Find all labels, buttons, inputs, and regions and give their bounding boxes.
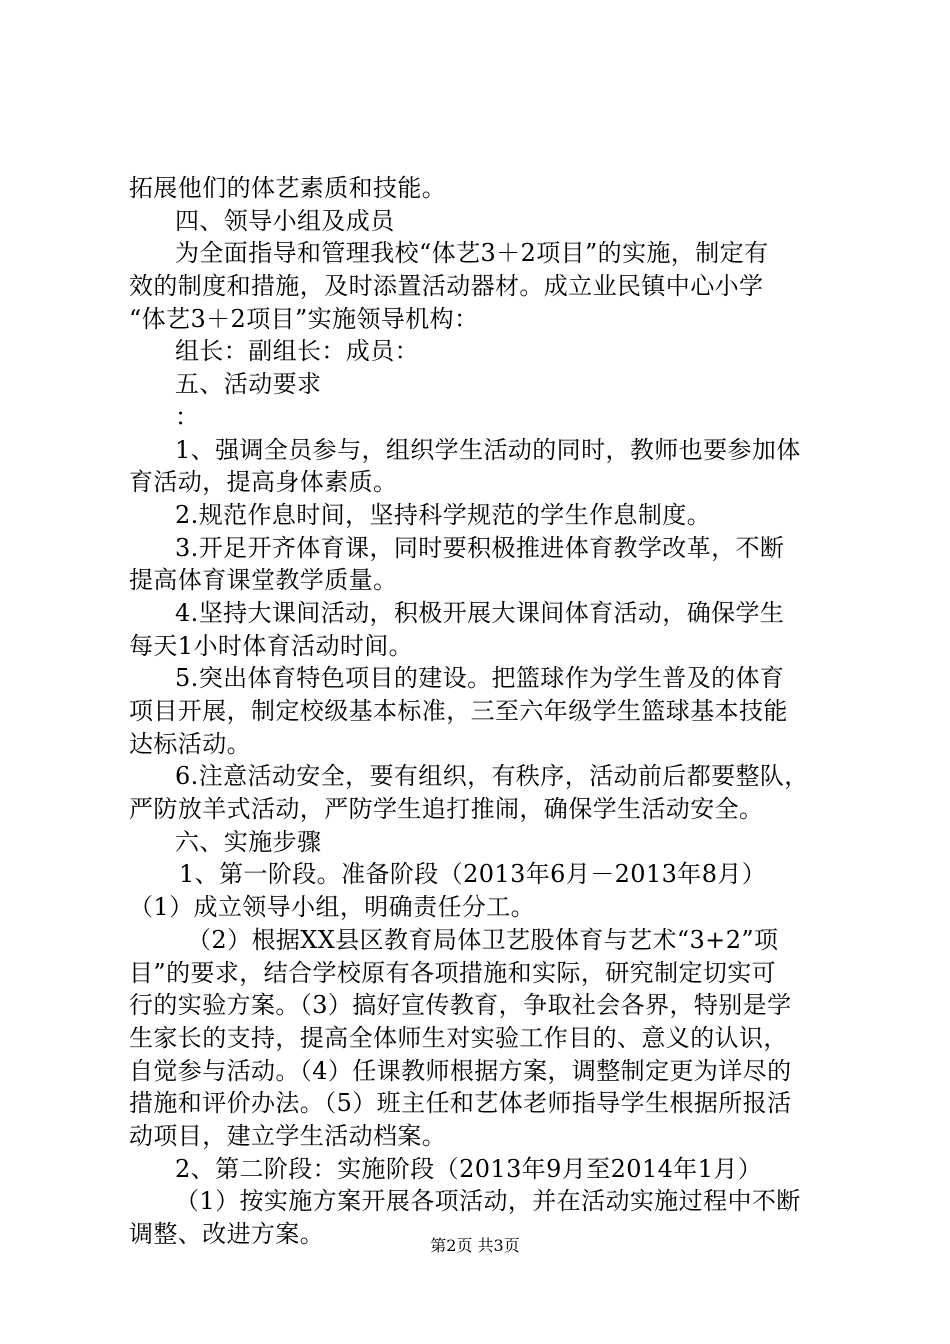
text-line: 1、第一阶段。准备阶段（2013年6月－2013年8月）	[179, 860, 767, 889]
text-line: 自觉参与活动。（4）任课教师根据方案，调整制定更为详尽的	[129, 1056, 792, 1085]
text-line: 每天1小时体育活动时间。	[129, 631, 414, 660]
text-line: 1、强调全员参与，组织学生活动的同时，教师也要参加体	[175, 435, 801, 464]
section-heading-steps: 六、实施步骤	[175, 827, 322, 856]
text-line: （2）根据XX县区教育局体卫艺股体育与艺术“3+2”项	[187, 925, 779, 954]
page-footer: 第2页 共3页	[430, 1236, 520, 1255]
document-body	[129, 172, 839, 1251]
text-line: 4.坚持大课间活动，积极开展大课间体育活动，确保学生	[175, 598, 785, 627]
text-line: 3.开足开齐体育课，同时要积极推进体育教学改革，不断	[175, 533, 785, 562]
text-line: 育活动，提高身体素质。	[129, 468, 398, 497]
text-line: （1）按实施方案开展各项活动，并在活动实施过程中不断	[175, 1187, 801, 1216]
text-line: 目”的要求，结合学校原有各项措施和实际，研究制定切实可	[129, 958, 777, 987]
text-line: 措施和评价办法。（5）班主任和艺体老师指导学生根据所报活	[129, 1089, 792, 1118]
section-heading-leadership: 四、领导小组及成员	[175, 206, 395, 235]
text-line: 拓展他们的体艺素质和技能。	[129, 174, 447, 202]
text-line: 行的实验方案。（3）搞好宣传教育，争取社会各界，特别是学	[129, 991, 792, 1020]
text-line: 为全面指导和管理我校“体艺3＋2项目”的实施，制定有	[175, 239, 769, 268]
text-line: 效的制度和措施，及时添置活动器材。成立业民镇中心小学	[129, 272, 764, 301]
text-line: 动项目，建立学生活动档案。	[129, 1121, 447, 1150]
text-line: （1）成立领导小组，明确责任分工。	[129, 893, 536, 922]
text-line: 5.突出体育特色项目的建设。把篮球作为学生普及的体育	[175, 664, 785, 693]
text-line: 严防放羊式活动，严防学生追打推闹，确保学生活动安全。	[129, 795, 764, 824]
text-line: 生家长的支持，提高全体师生对实验工作目的、意义的认识，	[129, 1023, 788, 1052]
text-line: 项目开展，制定校级基本标准，三至六年级学生篮球基本技能	[129, 697, 788, 725]
text-line: 提高体育课堂教学质量。	[129, 566, 398, 595]
text-line: “体艺3＋2项目”实施领导机构：	[129, 304, 479, 333]
text-line: 组长：副组长：成员：	[175, 337, 419, 366]
text-line: 达标活动。	[129, 729, 251, 758]
text-line: 调整、改进方案。	[129, 1220, 325, 1248]
text-line: 6.注意活动安全，要有组织，有秩序，活动前后都要整队，	[175, 762, 809, 791]
text-line: 2、第二阶段：实施阶段（2013年9月至2014年1月）	[175, 1154, 763, 1183]
text-line: 2.规范作息时间，坚持科学规范的学生作息制度。	[175, 500, 712, 529]
section-heading-requirements: 五、活动要求	[175, 370, 322, 399]
text-line: ：	[175, 402, 200, 431]
